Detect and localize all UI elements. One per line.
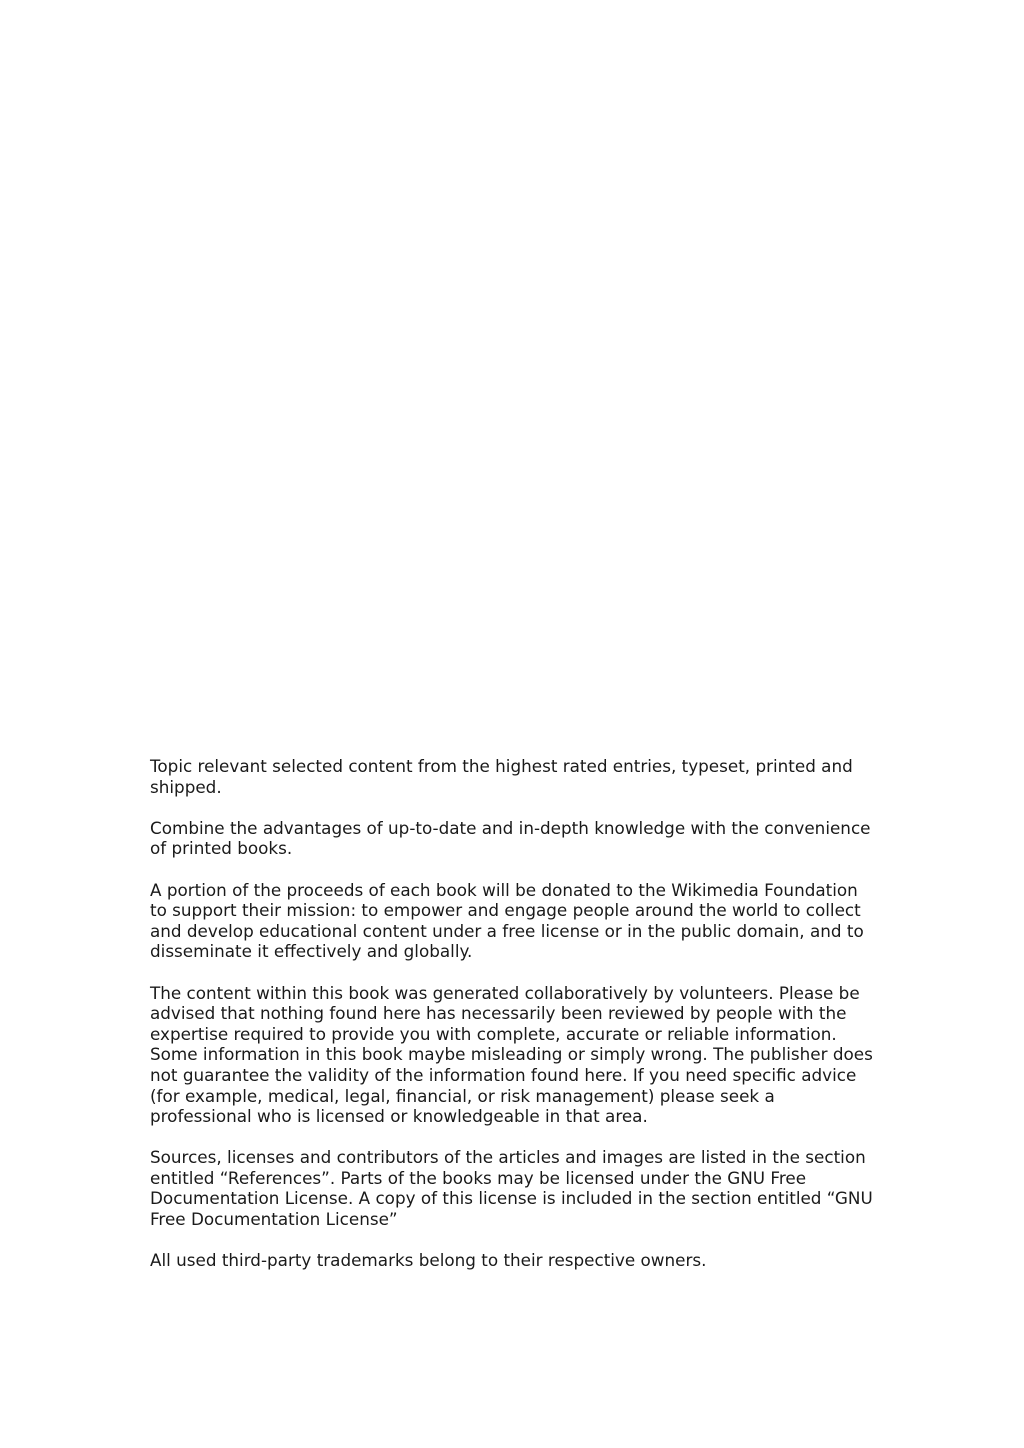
paragraph-sources-licenses: Sources, licenses and contributors of the articles and images are listed in the section entitled “References”. Parts of the books may be licensed under the GNU Free Documentation License. A copy of this license is included in the section entitled “GNU Free Documentation License” (150, 1147, 873, 1230)
paragraph-content-warning: The content within this book was generated collaboratively by volunteers. Please be advised that nothing found here has necessarily been reviewed by people with the expertise required to provide you with complete, accurate or reliable information. Some information in this book maybe misleading or simply wrong. The publisher does not guarantee the validity of the information found here. If you need specific advice (for example, medical, legal, financial, or risk management) please seek a professional who is licensed or knowledgeable in that area. (150, 982, 873, 1127)
paragraph-advantages: Combine the advantages of up-to-date and in-depth knowledge with the convenience of printed books. (150, 817, 871, 859)
disclaimer-text-block (150, 756, 878, 1271)
paragraph-trademarks: All used third-party trademarks belong to their respective owners. (150, 1250, 707, 1271)
paragraph-wikimedia-donation: A portion of the proceeds of each book will be donated to the Wikimedia Foundation to support their mission: to empower and engage people around the world to collect and develop educational content under a free license or in the public domain, and to disseminate it effectively and globally. (150, 879, 864, 962)
paragraph-printed-content: Topic relevant selected content from the highest rated entries, typeset, printed and shipped. (150, 756, 853, 797)
